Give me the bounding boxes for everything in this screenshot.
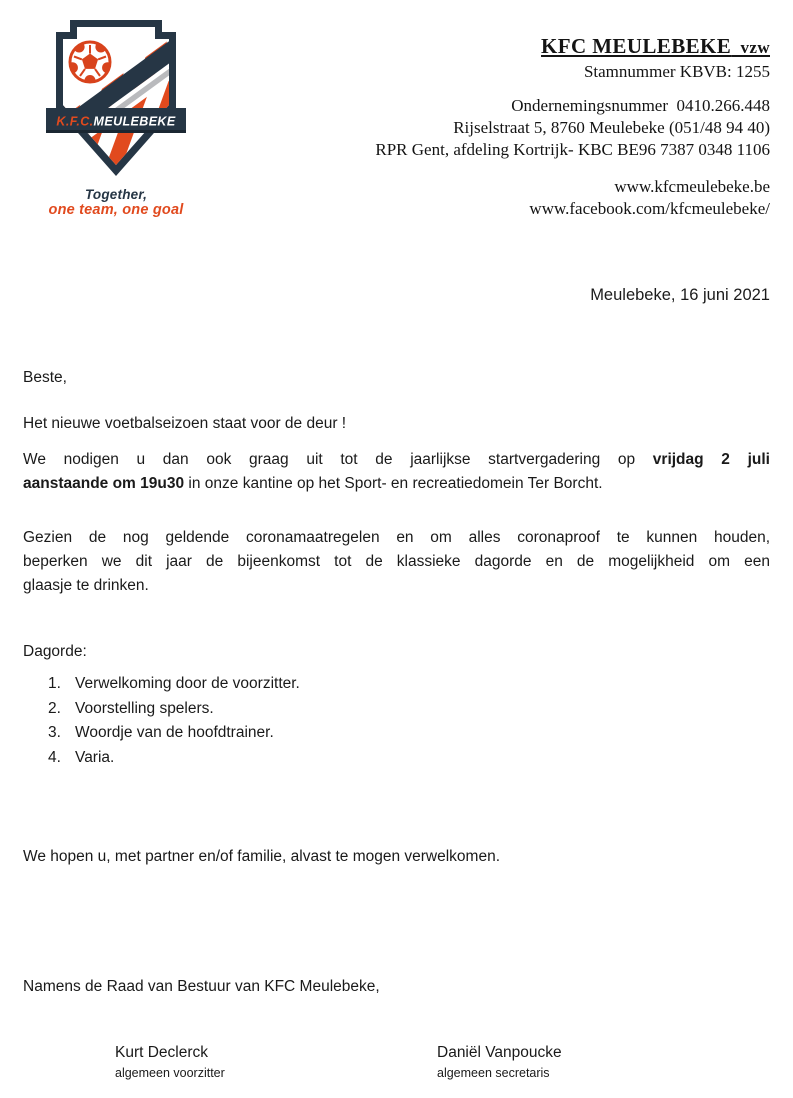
salutation: Beste, bbox=[23, 369, 67, 386]
agenda-item bbox=[23, 721, 770, 746]
paragraph-invitation: We nodigen u dan ook graag uit tot de jaarlijkse startvergadering op vrijdag 2 juli aanstaande om 19u30 in onze kantine op het Sport- en recreatiedomein Ter Borcht. bbox=[23, 451, 770, 492]
agenda-title: Dagorde: bbox=[23, 643, 87, 660]
closing-line: We hopen u, met partner en/of familie, alvast te mogen verwelkomen. bbox=[23, 848, 501, 865]
club-logo bbox=[45, 12, 187, 218]
paragraph-corona: Gezien de nog geldende coronamaatregelen en om alles coronaproof te kunnen houden, beperken we dit jaar de bijeenkomst tot de klassieke dagorde en de mogelijkheid om een glaasje te drinken. bbox=[23, 529, 770, 594]
stam-number: Stamnummer KBVB: 1255 bbox=[583, 62, 770, 81]
signature-chairman bbox=[115, 1041, 437, 1082]
club-name-heading: KFC MEULEBEKE vzw bbox=[541, 34, 770, 58]
agenda-item-text: Verwelkoming door de voorzitter. bbox=[75, 675, 300, 692]
svg-text:K.F.C.MEULEBEKE bbox=[56, 115, 175, 129]
signature-name: Kurt Declerck bbox=[115, 1044, 209, 1061]
signature-title: algemeen voorzitter bbox=[115, 1066, 225, 1080]
signature-secretary bbox=[437, 1041, 562, 1082]
crest-banner bbox=[46, 108, 186, 133]
agenda-item bbox=[23, 697, 770, 722]
letterhead-info bbox=[375, 95, 770, 161]
agenda-item-text: Voorstelling spelers. bbox=[75, 699, 214, 717]
agenda-item bbox=[23, 746, 770, 771]
company-number: Ondernemingsnummer 0410.266.448 bbox=[511, 96, 770, 115]
agenda-item bbox=[23, 672, 770, 697]
facebook-url: www.facebook.com/kfcmeulebeke/ bbox=[529, 199, 770, 218]
club-legal-suffix: vzw bbox=[731, 38, 770, 57]
letter-body bbox=[23, 366, 770, 1082]
rpr-bank-line: RPR Gent, afdeling Kortrijk- KBC BE96 7387 0348 1106 bbox=[375, 140, 770, 159]
crest-kfc-label: K.F.C. bbox=[56, 114, 94, 129]
signoff-line: Namens de Raad van Bestuur van KFC Meulebeke, bbox=[23, 978, 380, 995]
agenda-item-text: Varia. bbox=[75, 748, 115, 766]
crest-club-label: MEULEBEKE bbox=[93, 114, 176, 129]
logo-slogan-line1: Together, bbox=[84, 187, 148, 202]
agenda-item-number: 1. bbox=[48, 675, 61, 692]
signature-row bbox=[23, 1041, 770, 1082]
intro-line: Het nieuwe voetbalseizoen staat voor de deur ! bbox=[23, 415, 347, 432]
logo-slogan-line2: one team, one goal bbox=[48, 202, 184, 218]
agenda-list bbox=[23, 672, 770, 770]
date-line: Meulebeke, 16 juni 2021 bbox=[590, 286, 770, 304]
agenda-item-number: 4. bbox=[48, 748, 61, 766]
signature-title: algemeen secretaris bbox=[437, 1066, 550, 1080]
signature-name: Daniël Vanpoucke bbox=[437, 1044, 562, 1061]
club-crest-icon bbox=[46, 12, 186, 182]
agenda-item-text: Woordje van de hoofdtrainer. bbox=[75, 724, 274, 741]
website-url: www.kfcmeulebeke.be bbox=[614, 177, 770, 196]
agenda-item-number: 2. bbox=[48, 699, 61, 717]
letterhead-links bbox=[375, 176, 770, 220]
agenda-item-number: 3. bbox=[48, 724, 61, 741]
club-address: Rijselstraat 5, 8760 Meulebeke (051/48 94 40) bbox=[453, 118, 770, 137]
letterhead bbox=[375, 34, 770, 220]
